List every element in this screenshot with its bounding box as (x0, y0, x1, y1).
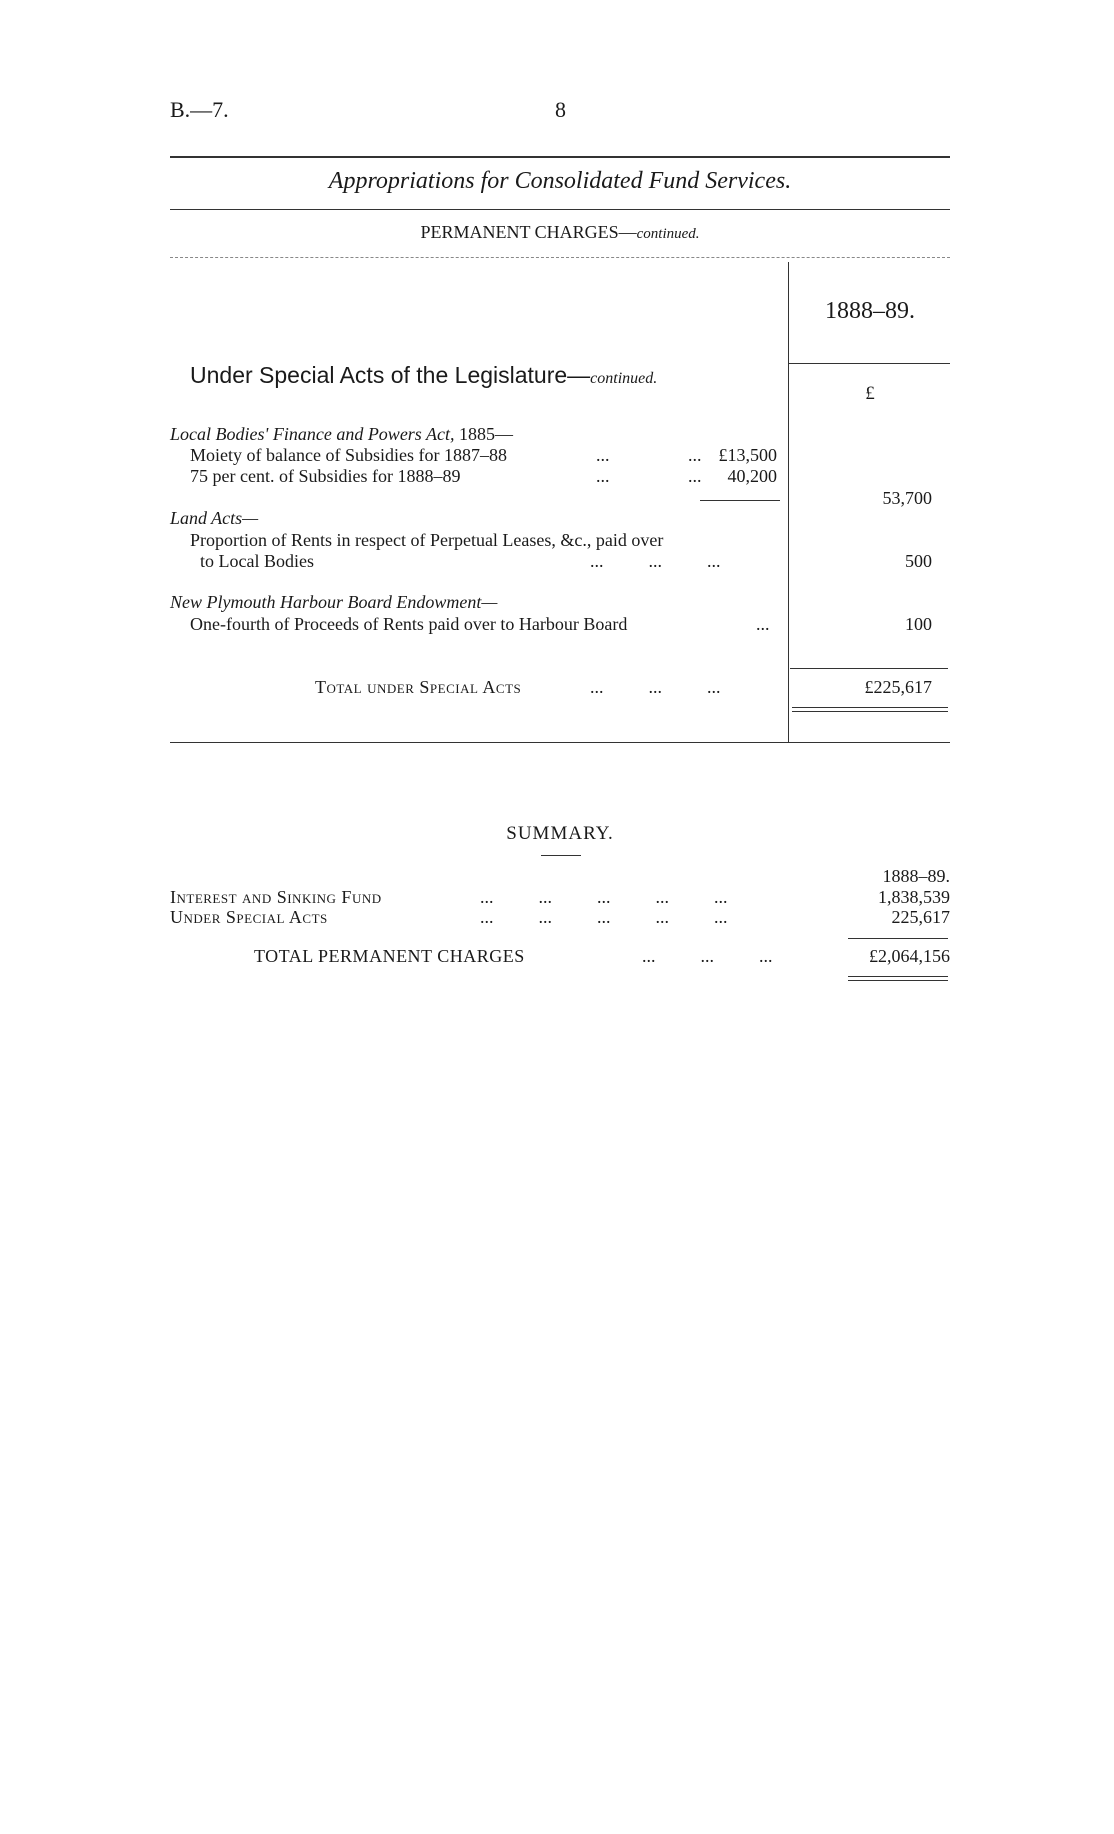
summary-total-top-rule (848, 938, 948, 939)
total-special-acts-label: Total under Special Acts (315, 677, 522, 697)
harbour-board-dots: ... (756, 614, 770, 634)
year-header-rule (788, 363, 950, 364)
summary-amount-interest: 1,838,539 (878, 887, 950, 907)
line-percent-dots2: ... (688, 466, 702, 486)
line-percent-text: 75 per cent. of Subsidies for 1888–89 (190, 466, 461, 486)
page-title: Appropriations for Consolidated Fund Services. (328, 168, 792, 194)
line-percent-dots1: ... (596, 466, 610, 486)
group-amount-local-bodies: 53,700 (882, 488, 932, 508)
land-acts-line1: Proportion of Rents in respect of Perpetual Leases, &c., paid over (190, 530, 664, 550)
subtotal-rule (700, 500, 780, 501)
summary-heading: SUMMARY. (506, 823, 614, 844)
summary-total-dots: ... ... ... (642, 946, 773, 966)
total-top-rule (790, 668, 948, 669)
total-special-acts-dots: ... ... ... (590, 677, 721, 697)
land-acts-dots: ... ... ... (590, 551, 721, 571)
year-column-header: 1888–89. (825, 298, 915, 324)
summary-dots-special-acts: ... ... ... ... ... (480, 907, 728, 927)
group-title-local-bodies (170, 424, 513, 444)
total-double-rule-1 (792, 707, 948, 708)
line-moiety-amount: £13,500 (718, 445, 777, 465)
summary-label-special-acts: Under Special Acts (170, 907, 328, 927)
summary-year-header: 1888–89. (882, 866, 950, 886)
title-rule (170, 209, 950, 210)
top-rule (170, 156, 950, 158)
summary-total-double-rule-1 (848, 976, 948, 977)
group-amount-land-acts: 500 (905, 551, 932, 571)
line-moiety-dots2: ... (688, 445, 702, 465)
summary-total-double-rule-2 (848, 980, 948, 981)
section-heading-continued: continued. (590, 370, 658, 387)
group-title-text: Local Bodies' Finance and Powers Act, (170, 424, 455, 444)
summary-total-label: TOTAL PERMANENT CHARGES (254, 946, 525, 966)
total-special-acts-amount: £225,617 (864, 677, 932, 697)
summary-dots-interest: ... ... ... ... ... (480, 887, 728, 907)
currency-header: £ (865, 383, 875, 404)
subtitle-rule (170, 257, 950, 258)
section-subtitle (170, 222, 950, 244)
group-amount-harbour-board: 100 (905, 614, 932, 634)
summary-label-interest: Interest and Sinking Fund (170, 887, 382, 907)
line-percent-amount: 40,200 (727, 466, 777, 486)
total-double-rule-2 (792, 711, 948, 712)
page-number: 8 (555, 97, 566, 122)
group-title-land-acts: Land Acts— (170, 508, 259, 528)
line-moiety-text: Moiety of balance of Subsidies for 1887–88 (190, 445, 507, 465)
harbour-board-line1: One-fourth of Proceeds of Rents paid over to Harbour Board (190, 614, 628, 634)
table-bottom-rule (170, 742, 950, 743)
section-heading-main: Under Special Acts of the Legislature— (190, 362, 591, 388)
summary-total-amount: £2,064,156 (869, 946, 950, 966)
land-acts-line2: to Local Bodies (200, 551, 314, 571)
group-title-harbour-board: New Plymouth Harbour Board Endowment— (170, 592, 498, 612)
summary-amount-special-acts: 225,617 (891, 907, 950, 927)
section-heading (190, 362, 657, 392)
subtitle-continued: continued. (636, 226, 700, 242)
subtitle-main: PERMANENT CHARGES— (420, 222, 637, 242)
column-divider (788, 262, 789, 742)
document-reference: B.—7. (170, 97, 229, 122)
line-moiety-dots1: ... (596, 445, 610, 465)
summary-heading-rule (541, 855, 581, 856)
group-title-year: 1885— (454, 424, 513, 444)
